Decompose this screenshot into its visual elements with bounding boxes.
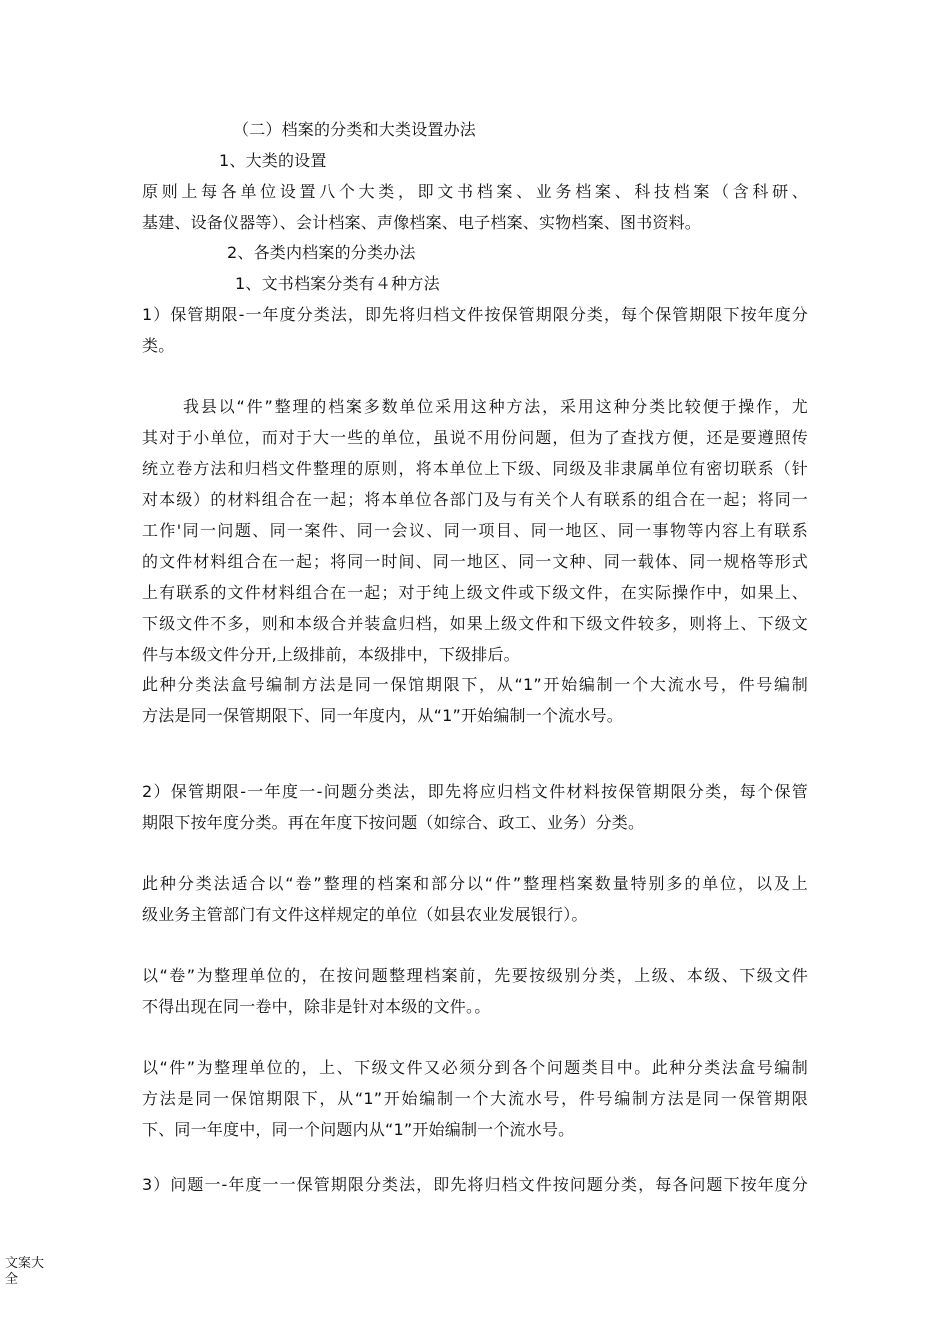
paragraph-line: 以“卷”为整理单位的，在按问题整理档案前，先要按级别分类，上级、本级、下级文件 xyxy=(142,966,808,985)
paragraph-line: 原则上每各单位设置八个大类，即文书档案、业务档案、科技档案（含科研、 xyxy=(142,182,808,201)
paragraph-line: 我县以“件”整理的档案多数单位采用这种方法，采用这种分类比较便于操作，尤 xyxy=(183,397,808,416)
subheading-major-classes: 1、大类的设置 xyxy=(219,151,327,170)
paragraph-line: 工作'同一问题、同一案件、同一会议、同一项目、同一地区、同一事物等内容上有联系 xyxy=(142,521,808,540)
paragraph-line: 件与本级文件分开,上级排前，本级排中，下级排后。 xyxy=(142,645,520,664)
paragraph-line: 此种分类法适合以“卷”整理的档案和部分以“件”整理档案数量特别多的单位，以及上 xyxy=(142,874,808,893)
footer-label: 文案大全 xyxy=(5,1256,45,1287)
paragraph-line: 级业务主管部门有文件这样规定的单位（如县农业发展银行）。 xyxy=(142,905,588,924)
paragraph-line: 基建、设备仪器等）、会计档案、声像档案、电子档案、实物档案、图书资料。 xyxy=(142,213,702,232)
paragraph-line: 方法是同一保管期限下、同一年度内，从“1”开始编制一个流水号。 xyxy=(142,706,623,725)
method-1-line: 1）保管期限-一年度分类法，即先将归档文件按保管期限分类，每个保管期限下按年度分 xyxy=(142,305,808,324)
method-2-line: 2）保管期限-一年度一-问题分类法，即先将应归档文件材料按保管期限分类，每个保管 xyxy=(142,782,808,801)
subheading-document-archives: 1、文书档案分类有４种方法 xyxy=(235,274,440,293)
section-heading: （二）档案的分类和大类设置办法 xyxy=(233,120,477,139)
method-3-line: 3）问题一-年度一一保管期限分类法，即先将归档文件按问题分类，每各问题下按年度分 xyxy=(142,1175,808,1194)
paragraph-line: 不得出现在同一卷中，除非是针对本级的文件。。 xyxy=(142,997,491,1016)
paragraph-line: 方法是同一保馆期限下，从“1”开始编制一个大流水号，件号编制方法是同一保管期限 xyxy=(142,1089,808,1108)
subheading-classification-method: 2、各类内档案的分类办法 xyxy=(227,243,416,262)
paragraph-line: 下级文件不多，则和本级合并装盒归档，如果上级文件和下级文件较多，则将上、下级文 xyxy=(142,614,808,633)
method-2-line: 期限下按年度分类。再在年度下按问题（如综合、政工、业务）分类。 xyxy=(142,813,645,832)
paragraph-line: 的文件材料组合在一起；将同一时间、同一地区、同一文种、同一载体、同一规格等形式 xyxy=(142,552,808,571)
paragraph-line: 上有联系的文件材料组合在一起；对于纯上级文件或下级文件，在实际操作中，如果上、 xyxy=(142,583,808,602)
method-1-line: 类。 xyxy=(142,336,175,355)
paragraph-line: 对本级）的材料组合在一起；将本单位各部门及与有关个人有联系的组合在一起；将同一 xyxy=(142,490,808,509)
paragraph-line: 其对于小单位，而对于大一些的单位，虽说不用份问题，但为了查找方便，还是要遵照传 xyxy=(142,428,808,447)
paragraph-line: 此种分类法盒号编制方法是同一保馆期限下，从“1”开始编制一个大流水号，件号编制 xyxy=(142,675,808,694)
paragraph-line: 统立卷方法和归档文件整理的原则，将本单位上下级、同级及非隶属单位有密切联系（针 xyxy=(142,459,808,478)
paragraph-line: 以“件”为整理单位的，上、下级文件又必须分到各个问题类目中。此种分类法盒号编制 xyxy=(142,1058,808,1077)
paragraph-line: 下、同一年度中，同一个问题内从“1”开始编制一个流水号。 xyxy=(142,1120,575,1139)
